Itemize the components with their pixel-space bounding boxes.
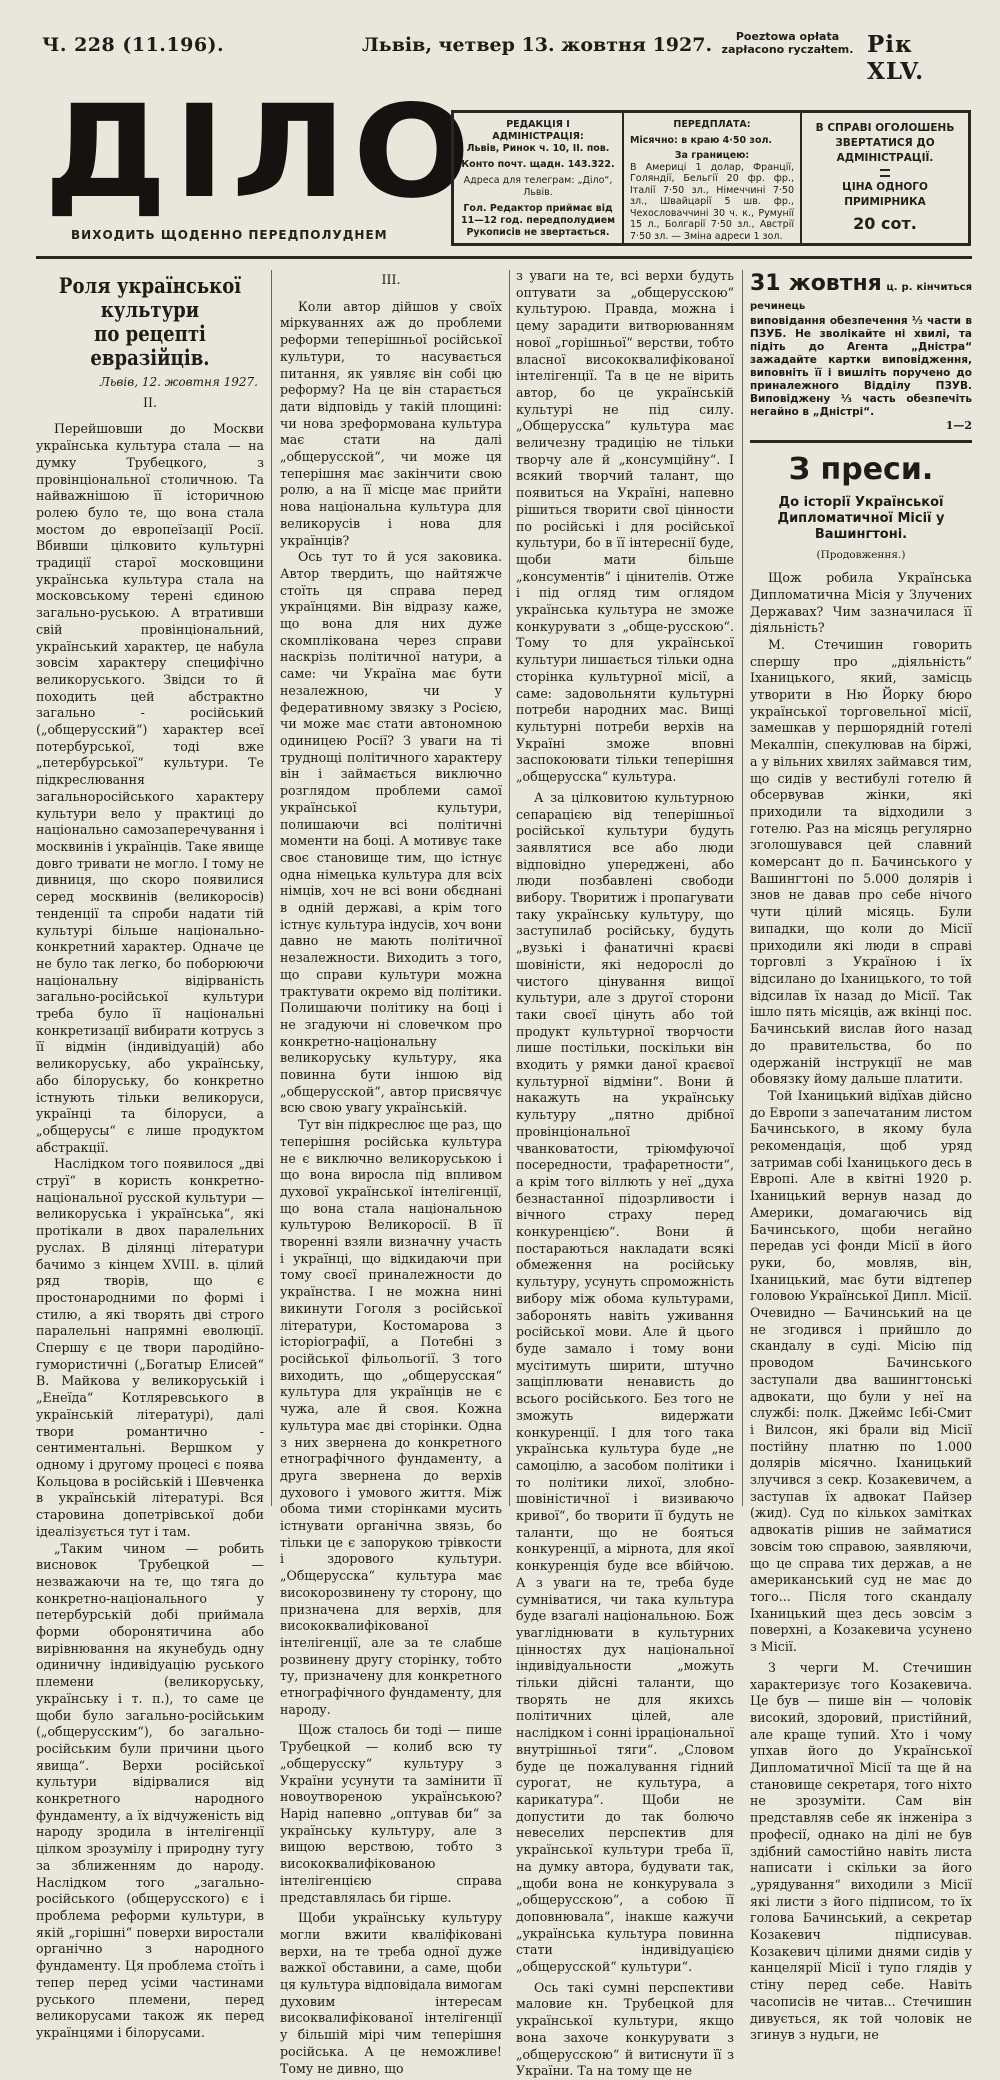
price-label: ЦІНА ОДНОГО ПРИМІРНИКА [842, 181, 928, 208]
paragraph: з уваги на те, всі верхи будуть оптувати за „общерусскою“ культурою. Правда, можна і цему зарадити витворюванням нової „горішньої“ верстви, тобто власної висококвалифікованої інтелігенції. Та в це не вірить автор, бо це українській культурі не під силу. „Общерусска“ культура має величезну традицію не тільки творчу але й „консумційну“. І всякий творчий талант, що появиться на Україні, напевно рішиться творити свої цінности по російські і для російської культури, бо в її інтереснії буде, щоби мати більше „консументів“ і цінителів. Отже і під огляд тим оглядом українська культура не зможе конкурувати з „обще-русскою“. Тому то для української культури лишається тільки одна сторінка культурної місії, а саме: задовольняти культурні потреби народних мас. Вищі культурні потреби верхів на Україні зможе вповні заспокоювати тільки теперішня „общерусска“ культура. [516, 268, 734, 785]
article-column-4 [750, 268, 972, 2043]
telegram-address: Адреса для телеграм: „Діло“, Львів. [463, 175, 613, 198]
column-divider [271, 270, 272, 1506]
article-column-2 [280, 268, 502, 2076]
continuation-note: (Продовження.) [816, 549, 906, 562]
paragraph: Коли автор дійшов у своїх міркуваннях аж до проблеми реформи теперішньої російської культури, то насувається питання, як уявляє він собі цю реформу? На це він старається дати відповідь у такій площині: чи нова зреформована культура має стати на далі „общерусской“, чи може ця теперішня має закінчити свою ролю, а на її місце має прийти нова національна культура для великорусів і нова для українців? [280, 298, 502, 548]
paragraph: Тут він підкреслює ще раз, що теперішня російська культура не є виключно великоруською і що вона виросла під впливом духової української інтелігенції, що вона стала національною культурою Великоросії. В її творенні взяли визначну участь і українці, що відкидаючи при тому своєї приналежности до українства. І не можна нині викинути Гоголя з російської літератури, Костомарова з історіографії, а Потебні з російської фільольогії. З того виходить, що „общерусская“ культура для українців не є чужа, але й своя. Кожна культура має дві сторінки. Одна з них звернена до конкретного етнографічного фундаменту, а друга звернена до верхів духового і умового життя. Між обома тими сторінками мусить істнувати органічна звязь, бо тільки це є запорукою трівкости і здорового культури. „Общерусска“ культура має високорозвинену ту сторону, що призначена для верхів, для висококвалифікованої інтелігенції, але за те слабше розвинену другу сторінку, тобто ту, призначену для конкретного етнографічного фундаменту, для народу. [280, 1117, 502, 1717]
editorial-title: РЕДАКЦІЯ І АДМІНІСТРАЦІЯ: [492, 119, 584, 142]
notice-deadline: ц. р. кінчиться речинець [750, 282, 972, 312]
press-subtitle: До історії Української Дипломатичної Місії у Вашингтоні. [777, 495, 945, 543]
paragraph: З черги М. Стечишин характеризує того Козакевича. Це був — пише він — чоловік високий, здоровий, пристійний, але краще тупий. Хто і чому упхав його до Української Дипломатичної Місії та ще й на становище секретаря, того ніхто не зрозуміти. Сам він представляв себе як інженіра з професії, однако на ділі не був здібний самостійно навіть листа написати і скільки за його „урядування“ виходили з Місії які листи з його підписом, то їх голова Бачинський, а секретар Козакевич підписував. Козакевич цілими днями сидів у канцелярії Місії і тупо глядів у стіну перед себе. Навіть часописів не читав... Стечишин дивується, як той чоловік не згинув з нудьги, не [750, 1659, 972, 2043]
tagline: ВИХОДИТЬ ЩОДЕННО ПЕРЕДПОЛУДНЕМ [71, 228, 388, 242]
subscription-abroad: В Америці 1 долар, Франції, Голяндії, Бельгії 20 фр. фр., Італії 7·50 зл., Німеччині 7·50 зл., Швайцарії 5 шв. фр., Чехословаччині 30 ч. к., Румунії 15 л., Болгарії 7·50 зл., Австрії 7·50 зл. — Зміна адреси 1 зол. [630, 161, 794, 242]
insurance-notice [750, 268, 972, 443]
notice-text: виповідання обезпечення ⅓ части в ПЗУБ. Не зволікайте ні хвилі, та підіть до Агента „Дністра“ зажадайте картки виповідження, виповніть її і вишліть поручено до приналежного Відділу ПЗУВ. Виповіджену ⅓ часть обезпечіть негайно в „Дністрі“. [750, 315, 972, 419]
postal-note-line-1: Poeztowa opłata [735, 30, 840, 43]
subscription-abroad-title: За границею: [674, 150, 750, 161]
postal-account: Конто почт. щадн. 143.322. [461, 159, 615, 170]
editorial-address: Львів, Ринок ч. 10, II. пов. [466, 143, 610, 154]
ads-text: В СПРАВІ ОГОЛОШЕНЬ ЗВЕРТАТИСЯ ДО АДМІНІСТРАЦІЇ. [815, 122, 955, 164]
editor-hours: Гол. Редактор приймає від 11—12 год. передполудием [460, 203, 616, 226]
notice-date: 31 жовтня [750, 271, 882, 296]
section-number: III. [381, 272, 401, 287]
article-column-1 [36, 268, 264, 2040]
paragraph: А за цілковитою культурною сепарацією від теперішньої російської культури будуть заявлятися все або люди відповідно упереджені, або люди позбавлені свободи вибору. Творитиж і пропагувати таку українську культуру, що заступилаб російську, будуть „вузькі і фанатичні краєві шовіністи, які недорослі до чистого цінування вищої культури, але з другої сторони таки своєї цінуть або той продукт культурної творчости лише постільки, поскільки він входить у рямки даної краєвої культурної відміни“. Вони й накажуть на українську культуру „пятно дрібної провінціональної чванковатости, тріюмфуючої посередности, трафаретности“, а крім того віллють у неї „духа безнастанної підозрливости і вічного страху перед конкуренцією“. Вони й постараються накладати всякі обмеження на російську культуру, усунуть спроможність вибору між обома культурами, заборонять навіть уживання російської мови. Але й цього буде замало і тому вони мусітимуть ширити, штучно защіплювати ненависть до всього російського. Без того не зможуть видержати конкуренції. І для того така українська культура буде „не самоцілю, а засобом політики і то політики лихої, злобно-шовіністичної і визиваючо кривої“, бо творити її будуть не таланти, що не бояться конкуренції, а мірнота, для якої конкуренція буде все вбійчою. А з уваги на те, треба буде сумніватися, чи така культура буде взагалі національною. Бож увагліднювати в культурних цінностях дух національної індивідуальности „можуть тільки дійсні таланти, що творять не для якихсь політичних цілей, але наслідком і сонні ірраціональної внутрішньої тяги“. „Словом буде це пожалування гідний сурогат, не культура, а карикатура“. Щоби не допустити до так болючо невеселих перспектив для української культури треба її, на думку автора, будувати так, „щоби вона не конкурувала з „общерусскою“, а собою її доповнювала“, інакше кажучи „українська культура повинна стати індивідуацією „общерусской“ культури“. [516, 789, 734, 1975]
article-column-3 [516, 268, 734, 2079]
newspaper-logo: ДІЛО [44, 78, 477, 227]
masthead [36, 80, 972, 258]
newspaper-page [22, 18, 980, 2079]
ads-info [802, 113, 968, 243]
paragraph: Той Іханицький відїхав дійсно до Европи з запечатаним листом Бачинського, в якому була рекомендація, щоб уряд затримав собі Іханицького десь в Европі. Але в квітні 1920 р. Іханицький вернув назад до Америки, домагаючись від Бачинського, щоби негайно передав усі фонди Місії в його руки, бо, мовляв, він, Іханицький, має бути відтепер головою Української Дипл. Місії. Очевидно — Бачинський на це не згодився і прийшло до скандалу в суді. Місію під проводом Бачинського заступали два вашингтонські адвокати, що були у неї на службі: полк. Джеймс Ієбі-Смит і Вилсон, які брали від Місії постійну платню по 1.000 долярів місячно. Іханицький злучився з секр. Козакевичем, а заступав їх адвокат Пайзер (жид). Суд по кількох замітках адвокатів рішив не займатися зовсім тою справою, заявляючи, що це справа тих держав, а не американський суд не має до того... Після того скандалу Іханицький щез десь зовсім з поверхні, а Козакевича усунено з Місії. [750, 1087, 972, 1655]
top-line [32, 22, 972, 85]
info-box [451, 110, 971, 246]
paragraph: Щож сталось би тоді — пише Трубецкой — колиб всю ту „общерусску“ культуру з України усунути та замінити її новоутвореною українською? Нарід напевно „оптував би“ за українську культуру, але з вищою верствою, тобто з висококвалифікованою інтелігенцією справа представлялась би гірше. [280, 1722, 502, 1905]
volume-year: Рік XLV. [867, 31, 925, 85]
paragraph: Щоби українську культуру могли вжити кваліфіковані верхи, на те треба одної дуже важкої обставини, а саме, щоби ця культура відповідала вимогам духовим інтересам високвалифікованої інтелігенції у більшій мірі чим теперішня російська. А це неможливе! Тому не дивно, що [280, 1910, 502, 2076]
issue-number: Ч. 228 (11.196). [42, 34, 225, 56]
masthead-rule [36, 256, 972, 259]
paragraph: „Таким чином — робить висновок Трубецкой — незважаючи на те, що тяга до конкретно-національного у петербурській добі приймала форми оборонятичина або вирівнювання на якунебудь одну одиничну індивідуацію руського племени (великоруську, українську і т. п.), то саме це щоби було загально-російським („общерусским“), бо загально-російським були причини цього явища“. Верхи російської культури відірвалися від конкретного народного фундаменту, а їх відчуженість від народу зродила в інтелігенції цілком зрозумілу і природну тугу за зближенням до народу. Наслідком того „загально-російського (общерусского) є і проблема реформи культури, в якій „горішні“ поверхи виростали органічно з народного фундаменту. Ця проблема стоїть і тепер перед усіми частинами руського племени, перед великорусами також як перед українцями і білорусами. [36, 1540, 264, 2040]
press-title: З преси. [788, 452, 934, 488]
paragraph: Ось такі сумні перспективи маловие кн. Трубецкой для української культури, якщо вона захоче конкурувати з „общерусскою“ й витиснути її з України. Та на тому ще не [516, 1979, 734, 2079]
notice-ref: 1—2 [945, 419, 972, 433]
postal-note [720, 30, 855, 56]
column-divider [742, 270, 743, 1506]
column-divider [509, 270, 510, 1506]
editorial-info [454, 113, 624, 243]
article-headline [52, 274, 248, 370]
manuscripts-note: Рукописів не звертається. [466, 227, 610, 238]
subscription-monthly: Місячно: в краю 4·50 зол. [630, 134, 773, 146]
subscription-info [624, 113, 802, 243]
article-dateline: Львів, 12. жовтня 1927. [99, 375, 258, 389]
paragraph: Щож робила Українська Дипломатична Місія у Злучених Державах? Чим зазначилася її діяльність? [750, 570, 972, 636]
dateline: Львів, четвер 13. жовтня 1927. [362, 34, 713, 56]
paragraph: М. Стечишин говорить спершу про „діяльність“ Іханицького, який, замісць утворити в Ню Йорку бюро української торговельної місії, замешкав у першорядній готелі Мекалпін, спекулював на біржі, а у вільних хвилях займався тим, що сидів у вестибулі готелю й обсервував жінки, які приходили та відходили з готелю. Раз на місяць регулярно зголошувався цей славний комерсант до п. Бачинського у Вашингтоні по 5.000 долярів і знов не давав про себе нічого чути цілий місяць. Були випадки, що коли до Місії приходили які люди в справі торговлі з Україною і їх відсилано до Іханицького, то той відсилав їх назад до Місії. Так ішло пять місяців, аж вкінці пос. Бачинський вислав його назад до правительства, бо по одержаній інструкції не мав обовязку йому дальше платити. [750, 636, 972, 1087]
subscription-title: ПЕРЕДПЛАТА: [673, 119, 751, 130]
postal-note-line-2: zapłacono ryczałtem. [721, 43, 854, 56]
separator-mark [880, 169, 890, 177]
section-number: II. [143, 394, 157, 410]
paragraph: Перейшовши до Москви українська культура стала — на думку Трубецкого, з провінціональної столичною. Та найважнішою її історичною ролею було те, що вона стала мостом до европеїзації Росії. Вбивши цілковито культурні традиції старої московщини українська культура стала на московському терені єдиною загально-руською. А втративши свій провінціональний, український характер, це набула зовсім характеру специфічно великоруського. Звідси то й походить цей абстрактно загально - російський („общерусский“) характер всеї потербурської, тоді вже „петербурської“ культури. Те підкреслювання загальноросійського характеру культури вело у практиці до національно самозаперечування і москвинів і українців. Таке явище довго тривати не могло. І тому не дивниця, що скоро появилися серед москвинів (великоросів) тенденції та спроби надати тій культурі більше національно-конкретний характер. Одначе це не було так легко, бо поборюючи національну відірваність загально-російської культури треба було її національні конкретизації вибирати котрусь з її відмін (індивідуацій) або великоруську, або українську, або білоруську, бо конкретно істнують тільки великоруси, українці та білоруси, а „общерусы“ є лише продуктом абстракції. [36, 421, 264, 1155]
article-headline-line-2: по рецепті евразійців. [90, 321, 210, 370]
article-headline-line-1: Роля української культури [58, 273, 242, 322]
paragraph: Наслідком того появилося „дві струї“ в користь конкретно-національної русской культури — великоруська і українська“, які протікали в двох паралельних руслах. В ділянці літератури бачимо з кінцем XVIII. в. цілий ряд творів, що є простонародними по формі і стилю, а які творять дві строго паралельні напрямні еволюції. Спершу є це твори пародійно-гумористичні („Богатыр Елисей“ В. Майкова у великоруській і „Енеїда“ Котляревського в українській літературі), далі твори романтично - сентиментальні. Вершком у одному і другому процесі є поява Кольцова в російській і Шевченка в українській літературі. Вся старовина допетрівської доби ідеалізується тут і там. [36, 1156, 264, 1539]
price-value: 20 сот. [853, 214, 917, 233]
paragraph: Ось тут то й уся заковика. Автор твердить, що найтяжче стоїть ця справа перед українцями. Він відразу каже, що вона для них дуже скомплікована через справи наскрізь політичної натури, а саме: чи Україна має бути незалежною, чи у федеративному звязку з Росією, чи може має стати автономною одиницею Росії? З уваги на ті труднощі політичного характеру він і займається виключно розглядом проблеми самої української культури, полишаючи всі політичні моменти на боці. А мотивує таке своє становище тим, що істнує одна німецька культура для всіх німців, хоч не всі вони обєднані в одній державі, а крім того істнує культура індусів, хоч вони давно не мають політичної незалежности. Виходить з того, що справи культури можна трактувати окремо від політики. Полишаючи політику на боці і не згадуючи ні словечком про конкретно-національну великоруську культуру, яка повинна бути іншою від „общерусской“, автор присвячує всю свою увагу українській. [280, 549, 502, 1116]
